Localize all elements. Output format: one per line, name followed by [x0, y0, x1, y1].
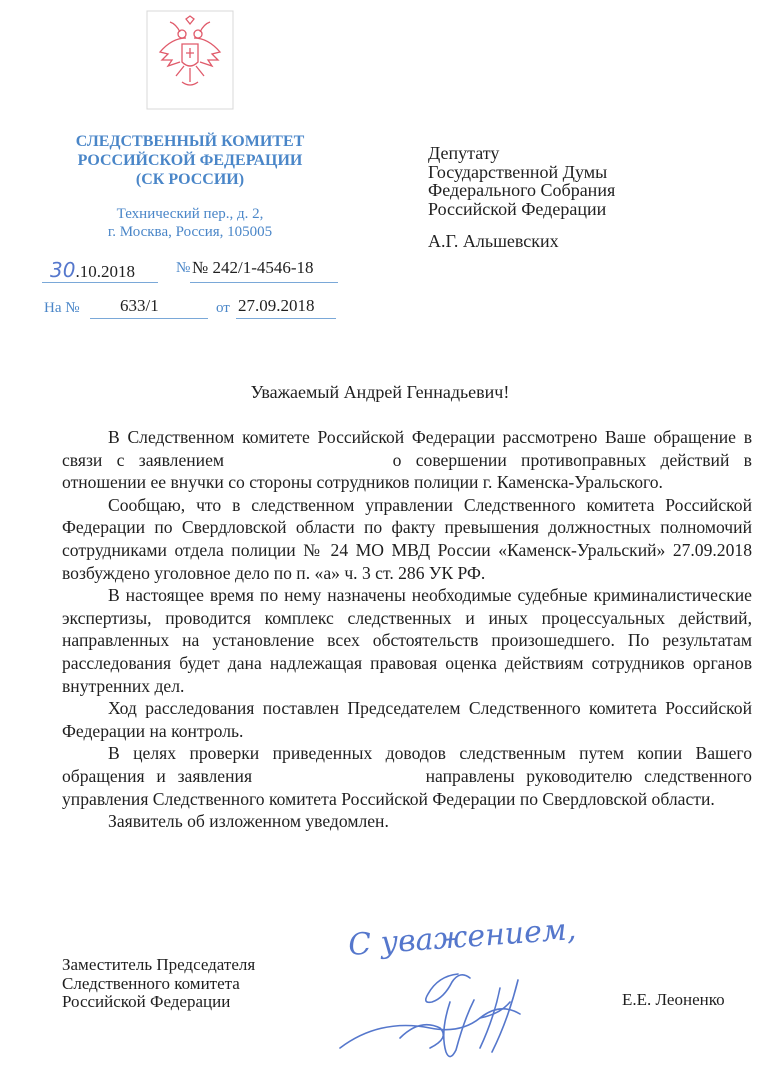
- org-address: [40, 205, 340, 241]
- ref-from-label: от: [216, 300, 230, 316]
- org-line: РОССИЙСКОЙ ФЕДЕРАЦИИ: [77, 152, 303, 169]
- number-label: №: [176, 260, 191, 276]
- ref-date-underline: [236, 318, 336, 319]
- letter-body: [62, 426, 752, 833]
- ref-date: 27.09.2018: [238, 296, 315, 315]
- recipient-block: [428, 144, 615, 251]
- recipient-line: Федерального Собрания: [428, 180, 616, 200]
- state-emblem-icon: [146, 10, 234, 110]
- paragraph-text: о совершении противоправных действий в отношении ее внучки со стороны сотрудников полиции г. Каменска-Уральского.: [62, 449, 752, 493]
- org-line: СЛЕДСТВЕННЫЙ КОМИТЕТ: [75, 133, 305, 150]
- signer-title: [62, 956, 255, 1012]
- letter-number: № 242/1-4546-18: [192, 258, 314, 277]
- address-line: г. Москва, Россия, 105005: [107, 224, 273, 240]
- paragraph: Сообщаю, что в следственном управлении Следственного комитета Российской Федерации по Свердловской области по факту превышения должностных полномочий сотрудниками отдела полиции № 24 МО МВД России «Каменск-Уральский» 27.09.2018 возбуждено уголовное дело по п. «а» ч. 3 ст. 286 УК РФ.: [62, 494, 752, 583]
- signer-line: Следственного комитета: [62, 973, 240, 993]
- recipient-name: А.Г. Альшевских: [428, 231, 559, 251]
- recipient-line: Государственной Думы: [428, 161, 608, 182]
- paragraph-text: В целях проверки приведенных доводов следственным путем копии Вашего обращения и заявления: [62, 743, 752, 786]
- handwritten-note: С уважением,: [347, 912, 578, 963]
- paragraph-text: В Следственном комитете Российской Федерации рассмотрено Ваше обращение в связи с заявлением: [62, 427, 752, 470]
- number-underline: [190, 282, 338, 283]
- address-line: Технический пер., д. 2,: [116, 206, 264, 222]
- date-day-handwritten: 30: [50, 258, 76, 282]
- greeting: Уважаемый Андрей Геннадьевич!: [250, 382, 510, 402]
- paragraph-text: направлены руководителю следственного управления Следственного комитета Российской Федерации по Свердловской области.: [62, 765, 752, 809]
- paragraph: [62, 426, 752, 494]
- date-rest: .10.2018: [75, 262, 135, 281]
- recipient-line: Российской Федерации: [428, 198, 607, 219]
- paragraph: Заявитель об изложенном уведомлен.: [108, 811, 389, 832]
- paragraph: [62, 742, 752, 810]
- org-header: [40, 132, 340, 189]
- ref-number: 633/1: [120, 296, 159, 315]
- signature-icon: [300, 918, 600, 1068]
- signer-line: Российской Федерации: [62, 992, 231, 1011]
- signer-line: Заместитель Председателя: [62, 955, 256, 974]
- ref-underline: [90, 318, 208, 319]
- signer-name: Е.Е. Леоненко: [622, 990, 725, 1009]
- recipient-line: Депутату: [428, 143, 500, 163]
- paragraph: В настоящее время по нему назначены необходимые судебные криминалистические экспертизы, проводится комплекс следственных и иных процессуальных действий, направленных на установление всех обстоятельств произошедшего. По результатам расследования будет дана надлежащая правовая оценка действиям сотрудников органов внутренних дел.: [62, 585, 752, 696]
- date-underline: [42, 282, 158, 283]
- org-line: (СК РОССИИ): [135, 171, 245, 188]
- ref-label: На №: [44, 300, 80, 316]
- letter-date: [50, 258, 135, 282]
- paragraph: Ход расследования поставлен Председателем Следственного комитета Российской Федерации на контроль.: [62, 698, 752, 741]
